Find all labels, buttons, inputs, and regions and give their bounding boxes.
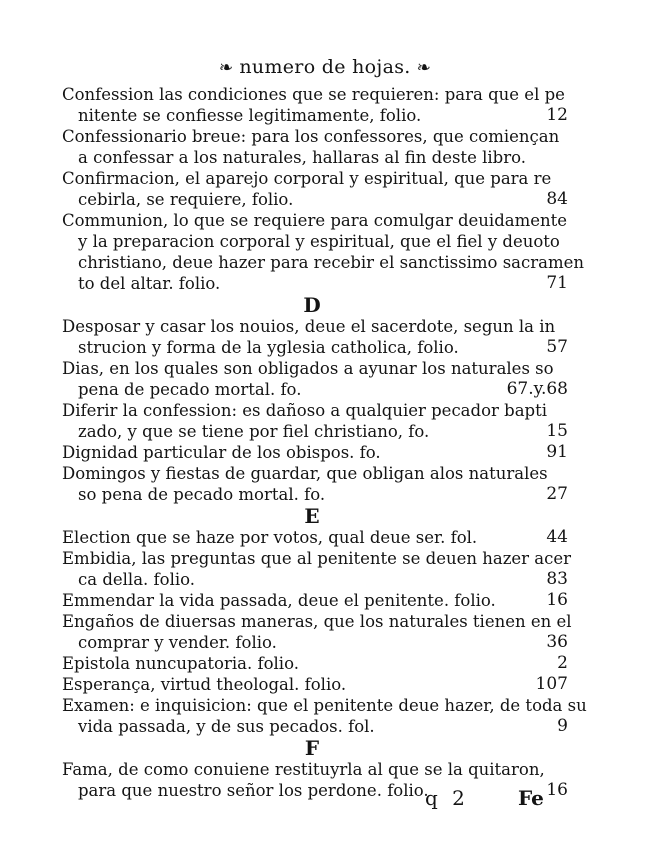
entry-page-number: 16 (546, 780, 568, 800)
index-entry-dias (62, 358, 568, 400)
entry-page-number: 9 (557, 716, 568, 736)
entry-line (62, 231, 562, 252)
entry-page-number: 15 (546, 421, 568, 441)
entry-text: Desposar y casar los nouios, deue el sacerdote, segun la in (62, 317, 556, 336)
entry-text: to del altar. folio. (78, 274, 221, 293)
entry-page-number: 44 (546, 527, 568, 547)
entry-line (62, 674, 568, 695)
fleuron-ornament-left: ❧ (218, 58, 234, 78)
entry-line (62, 463, 562, 484)
entry-page-number: 2 (557, 653, 568, 673)
entry-page-number: 84 (546, 189, 568, 209)
running-header (0, 56, 650, 78)
index-entry-domingos (62, 463, 568, 505)
entry-line (62, 126, 562, 147)
entry-line (62, 358, 562, 379)
entry-line (62, 716, 568, 737)
signature-mark: q 2 (425, 786, 469, 810)
entry-line (62, 527, 568, 548)
index-entry-confirmacion (62, 168, 568, 210)
entry-text: christiano, deue hazer para recebir el sanctissimo sacramen (78, 253, 585, 272)
entry-line (62, 759, 562, 780)
entry-text: Dias, en los quales son obligados a ayunar los naturales so (62, 359, 554, 378)
entry-text: nitente se confiesse legitimamente, folio. (78, 106, 422, 125)
index-entry-election (62, 527, 568, 548)
fleuron-ornament-right: ❧ (416, 58, 432, 78)
entry-text: Esperança, virtud theologal. folio. (62, 675, 347, 694)
entry-page-number: 83 (546, 569, 568, 589)
index-entry-embidia (62, 548, 572, 590)
entry-text: ca della. folio. (78, 570, 196, 589)
entry-line (62, 590, 568, 611)
index-entry-confessionario (62, 126, 562, 168)
entry-page-number: 107 (535, 674, 568, 694)
entry-line (62, 421, 568, 442)
entry-text: Domingos y fiestas de guardar, que obligan alos naturales (62, 464, 548, 483)
entry-line (62, 653, 568, 674)
entry-page-number: 27 (546, 484, 568, 504)
entry-text: Epistola nuncupatoria. folio. (62, 654, 299, 673)
entry-text: strucion y forma de la yglesia catholica, folio. (78, 338, 459, 357)
entry-text: comprar y vender. folio. (78, 633, 277, 652)
section-letter: D (303, 293, 321, 317)
entry-text: Confessionario breue: para los confessores, que comiençan (62, 127, 560, 146)
entry-text: so pena de pecado mortal. fo. (78, 485, 326, 504)
entry-line (62, 548, 572, 569)
index-entry-confesion (62, 84, 568, 126)
index-entry-desposar (62, 316, 568, 358)
entry-line (62, 189, 568, 210)
index-entry-epistola (62, 653, 568, 674)
page-footer (0, 786, 650, 816)
entry-text: Embidia, las preguntas que al penitente se deuen hazer acer (62, 549, 572, 568)
entry-line (62, 379, 568, 400)
entry-page-number: 71 (546, 273, 568, 293)
entry-text: y la preparacion corporal y espiritual, que el fiel y deuoto (78, 232, 560, 251)
index-entry-enganos (62, 611, 572, 653)
entry-text: Fama, de como conuiene restituyrla al que se la quitaron, (62, 760, 545, 779)
index-entries (62, 84, 587, 801)
index-entry-examen (62, 695, 587, 737)
section-letter: E (304, 504, 320, 528)
entry-page-number: 16 (546, 590, 568, 610)
entry-text: Engaños de diuersas maneras, que los naturales tienen en el (62, 612, 572, 631)
entry-line (62, 273, 568, 294)
entry-text: cebirla, se requiere, folio. (78, 190, 294, 209)
entry-line (62, 168, 562, 189)
entry-text: Diferir la confession: es dañoso a qualquier pecador bapti (62, 401, 548, 420)
entry-text: pena de pecado mortal. fo. (78, 380, 302, 399)
entry-line (62, 316, 562, 337)
entry-line (62, 400, 562, 421)
index-entry-esperanca (62, 674, 568, 695)
entry-line (62, 611, 572, 632)
entry-line (62, 569, 568, 590)
entry-text: zado, y que se tiene por fiel christiano, fo. (78, 422, 430, 441)
entry-text: para que nuestro señor los perdone. folio. (78, 781, 429, 800)
index-entry-dignidad (62, 442, 568, 463)
header-title: numero de hojas. (239, 56, 411, 78)
entry-line (62, 695, 587, 716)
entry-page-number: 57 (546, 337, 568, 357)
entry-line (62, 84, 565, 105)
entry-text: Confirmacion, el aparejo corporal y espiritual, que para re (62, 169, 552, 188)
index-entry-communion (62, 210, 585, 294)
entry-page-number: 12 (546, 105, 568, 125)
entry-line (62, 252, 585, 273)
entry-text: Confession las condiciones que se requieren: para que el pe (62, 85, 565, 104)
entry-page-number: 36 (546, 632, 568, 652)
entry-line (62, 210, 568, 231)
entry-page-number: 67.y.68 (506, 379, 568, 399)
entry-line (62, 147, 562, 168)
entry-text: Dignidad particular de los obispos. fo. (62, 443, 381, 462)
entry-text: Emmendar la vida passada, deue el penitente. folio. (62, 591, 496, 610)
entry-line (62, 484, 568, 505)
entry-text: Election que se haze por votos, qual deue ser. fol. (62, 528, 478, 547)
entry-text: vida passada, y de sus pecados. fol. (78, 717, 375, 736)
entry-text: Examen: e inquisicion: que el penitente deue hazer, de toda su (62, 696, 587, 715)
index-entry-diferir (62, 400, 568, 442)
entry-text: Communion, lo que se requiere para comulgar deuidamente (62, 211, 568, 230)
catchword: Fe (518, 786, 544, 810)
entry-line (62, 632, 568, 653)
entry-text: a confessar a los naturales, hallaras al fin deste libro. (78, 148, 526, 167)
entry-page-number: 91 (546, 442, 568, 462)
index-entry-emmendar (62, 590, 568, 611)
section-letter: F (304, 736, 320, 760)
entry-line (62, 442, 568, 463)
entry-line (62, 337, 568, 358)
entry-line (62, 105, 568, 126)
